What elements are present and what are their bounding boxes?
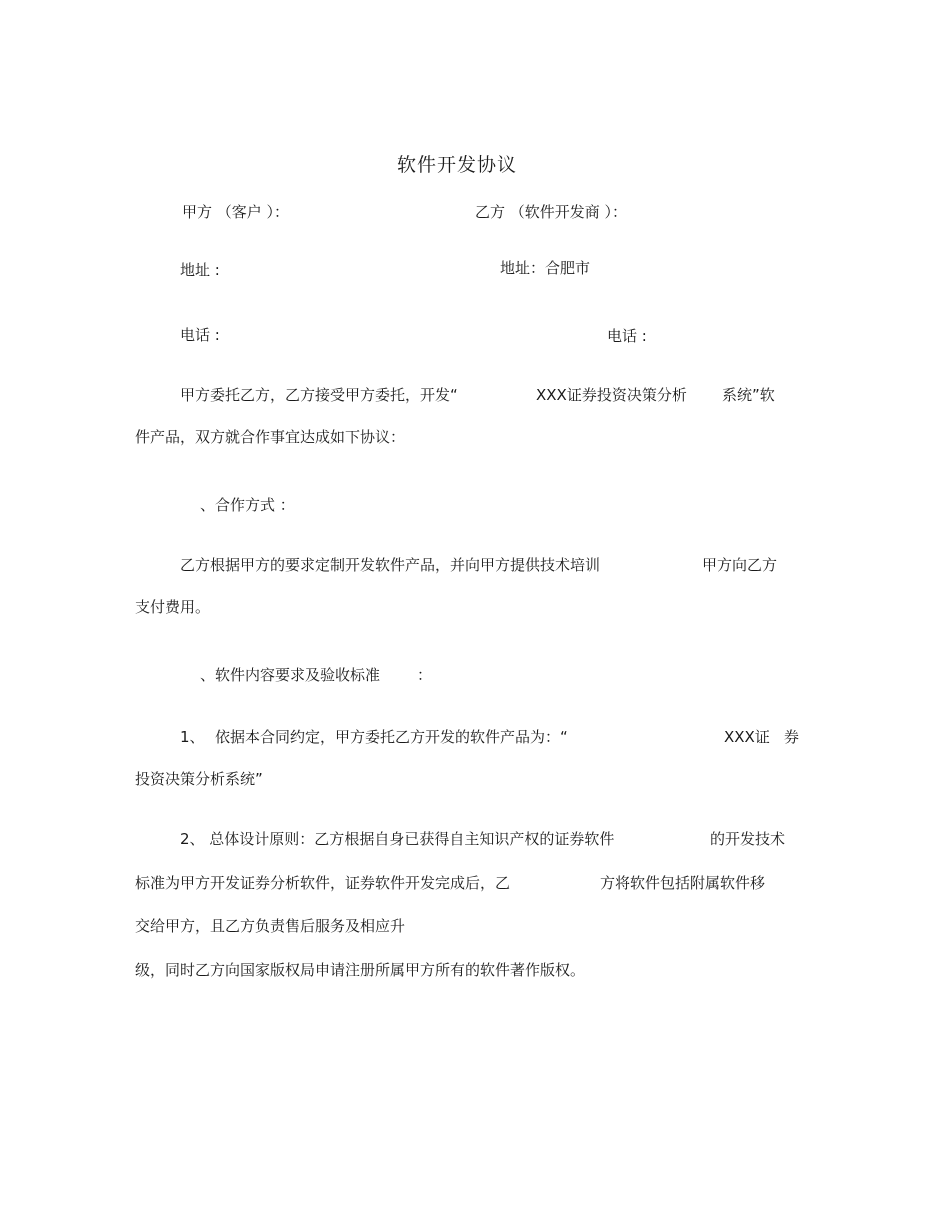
item-2-line-1-part-a: 2、 总体设计原则：乙方根据自身已获得自主知识产权的证券软件 <box>180 830 615 848</box>
item-1-line-1-part-c: 券 <box>784 728 800 746</box>
party-a-address: 地址 : <box>180 261 220 279</box>
intro-line-1-part-c: 系统”软 <box>722 386 775 404</box>
party-b-label: 乙方 （软件开发商 ）： <box>475 203 628 221</box>
item-1-line-2: 投资决策分析系统” <box>135 770 263 788</box>
intro-line-2: 件产品，双方就合作事宜达成如下协议： <box>135 428 406 446</box>
section-1-line-1-part-a: 乙方根据甲方的要求定制开发软件产品，并向甲方提供技术培训 <box>180 556 601 574</box>
item-1-line-1-part-a: 依据本合同约定，甲方委托乙方开发的软件产品为：“ <box>215 728 568 746</box>
item-2-line-2-part-b: 方将软件包括附属软件移 <box>600 874 766 892</box>
item-1-line-1-part-b: XXX证 <box>724 728 770 746</box>
party-a-label: 甲方 （客户 ）： <box>182 203 290 221</box>
party-a-phone: 电话 : <box>180 326 220 344</box>
intro-line-1-part-b: XXX证券投资决策分析 <box>536 386 687 404</box>
document-title: 软件开发协议 <box>397 154 518 176</box>
item-2-line-3: 交给甲方，且乙方负责售后服务及相应升 <box>135 917 406 935</box>
item-1-number: 1、 <box>180 728 205 746</box>
section-2-heading: 、软件内容要求及验收标准 <box>200 666 381 684</box>
section-1-line-2: 支付费用。 <box>135 598 211 616</box>
section-2-heading-colon: ： <box>417 666 433 684</box>
intro-line-1-part-a: 甲方委托乙方，乙方接受甲方委托，开发“ <box>180 386 458 404</box>
section-1-heading: 、合作方式 ： <box>200 496 295 514</box>
section-1-line-1-part-b: 甲方向乙方 <box>702 556 778 574</box>
item-2-line-4: 级，同时乙方向国家版权局申请注册所属甲方所有的软件著作版权。 <box>135 961 586 979</box>
party-b-address: 地址：合肥市 <box>500 259 591 277</box>
party-b-phone: 电话 : <box>607 327 647 345</box>
item-2-line-1-part-b: 的开发技术 <box>710 830 786 848</box>
item-2-line-2-part-a: 标准为甲方开发证券分析软件，证券软件开发完成后，乙 <box>135 874 511 892</box>
